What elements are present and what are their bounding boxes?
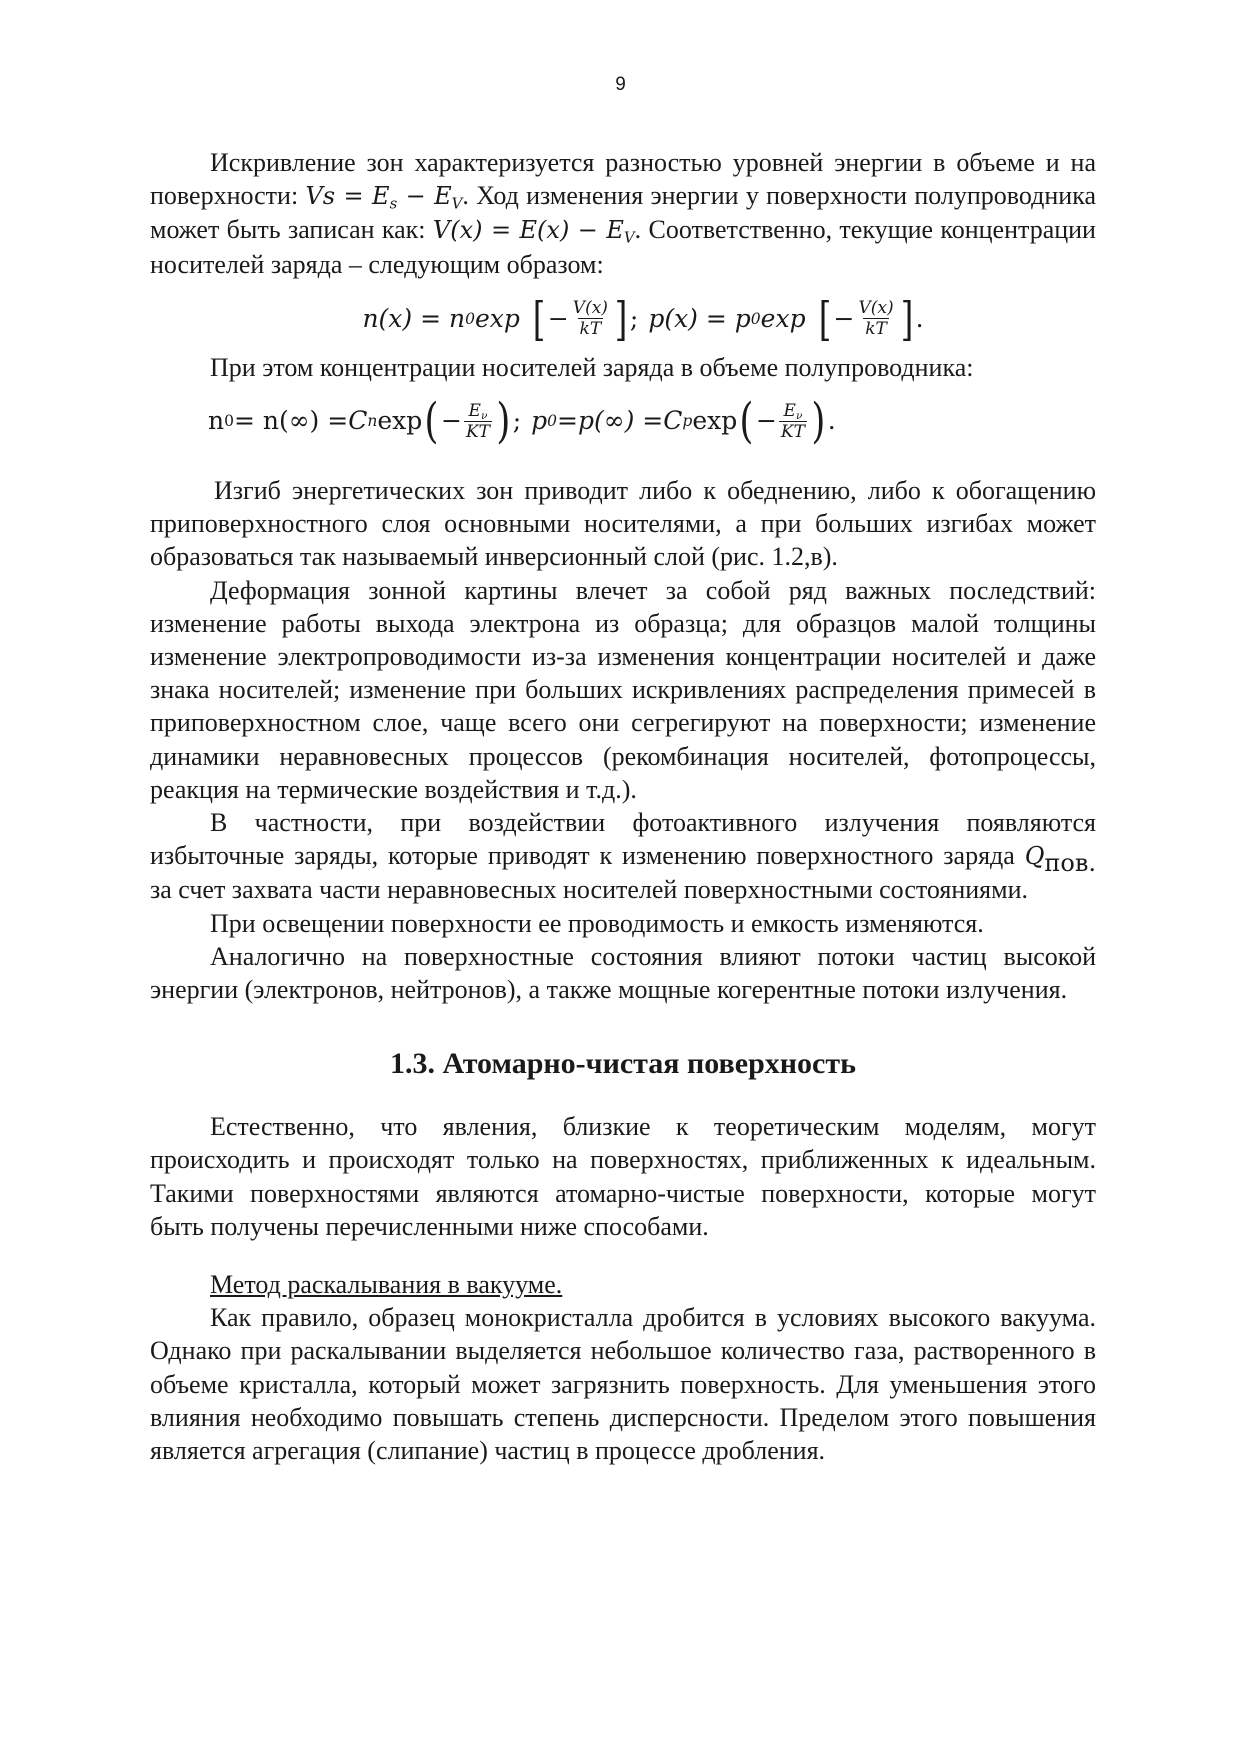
formula-vx: $V(x) = E(x) - E_V$ [432, 216, 635, 247]
section-heading: 1.3. Атомарно-чистая поверхность [390, 1047, 856, 1081]
fraction: $\frac{V(x)}{kT}$ [858, 298, 894, 340]
paragraph-ideal-surfaces: Естественно, что явления, близкие к теоретическим моделям, могут происходить и происходят только на поверхностях, приближенных к идеальным. Такими поверхностями являются атомарно-чистые поверхности, которые могут быть получены перечисленными ниже способами. [150, 1112, 1096, 1241]
paragraph-bulk-concentration: При этом концентрации носителей заряда в объеме полупроводника: [210, 352, 974, 382]
formula-q-surface: $Q_{пов.}$ [1024, 842, 1096, 878]
subheading-cleavage-method: Метод раскалывания в вакууме. [210, 1270, 563, 1300]
text-run: Искривление зон характеризуется разностью уровней энергии в объеме и на поверхности: [150, 148, 1096, 211]
paragraph-deformation: Деформация зонной картины влечет за собой ряд важных последствий: изменение работы выхода электрона из образца; для образцов малой толщины изменение электропроводимости из-за изменения концентрации носителей и даже знака носителей; изменение при больших искривлениях распределения примесей в приповерхностном слое, чаще всего они сегрегируют на поверхности; изменение динамики неравновесных процессов (рекомбинация носителей, фотопроцессы, реакция на термические воздействия и т.д.). [150, 575, 1096, 804]
fraction: $\frac{E_\nu}{KT}$ [780, 400, 805, 442]
fraction: $\frac{V(x)}{kT}$ [572, 298, 608, 340]
text-run: . Соответственно, текущие концентрации носителей заряда – следующим образом: [150, 215, 1096, 279]
paragraph-band-bending-effects: Изгиб энергетических зон приводит либо к обеднению, либо к обогащению приповерхностного слоя основными носителями, а при больших изгибах может образоваться так называемый инверсионный слой (рис. 1.2,в). [150, 476, 1096, 572]
paragraph-illumination: При освещении поверхности ее проводимость и емкость изменяются. [210, 908, 984, 938]
paragraph-high-energy: Аналогично на поверхностные состояния влияют потоки частиц высокой энергии (электронов, нейтронов), а также мощные когерентные потоки излучения. [150, 941, 1096, 1005]
paragraph-photoactive: В частности, при воздействии фотоактивного излучения появляются избыточные заряды, которые приводят к изменению поверхностного заряда $Q_{пов.}$ за счет захвата части неравновесных носителей поверхностными состояниями. [150, 808, 1096, 905]
page-body [150, 146, 1096, 1467]
formula-vs: $Vs = E_s - E_V$ [305, 182, 463, 213]
paragraph-band-bending [150, 146, 1096, 281]
fraction: $\frac{E_\nu}{KT}$ [465, 400, 490, 442]
paragraph-cleavage: Как правило, образец монокристалла дробится в условиях высокого вакуума. Однако при раскалывании выделяется небольшое количество газа, растворенного в объеме кристалла, который может загрязнить поверхность. Для уменьшения этого влияния необходимо повышать степень дисперсности. Пределом этого повышения является агрегация (слипание) частиц в процессе дробления. [150, 1303, 1096, 1466]
page-number: 9 [615, 74, 626, 95]
formula-bulk-concentration: n 0 = n(∞) = C n exp ( − $\frac{E_\nu}{KT}$ ) ; p 0 = p(∞) = C p exp ( − $\frac{E_\nu}{KT}$ ) . [208, 393, 836, 450]
formula-carrier-concentration: n(x) = n 0 exp [ − $\frac{V(x)}{kT}$ ] ; p(x) = p 0 exp [ − $\frac{V(x)}{kT}$ ] . [362, 291, 924, 346]
text-run: . Ход изменения энергии у поверхности полупроводника может быть записан как: [150, 181, 1096, 245]
